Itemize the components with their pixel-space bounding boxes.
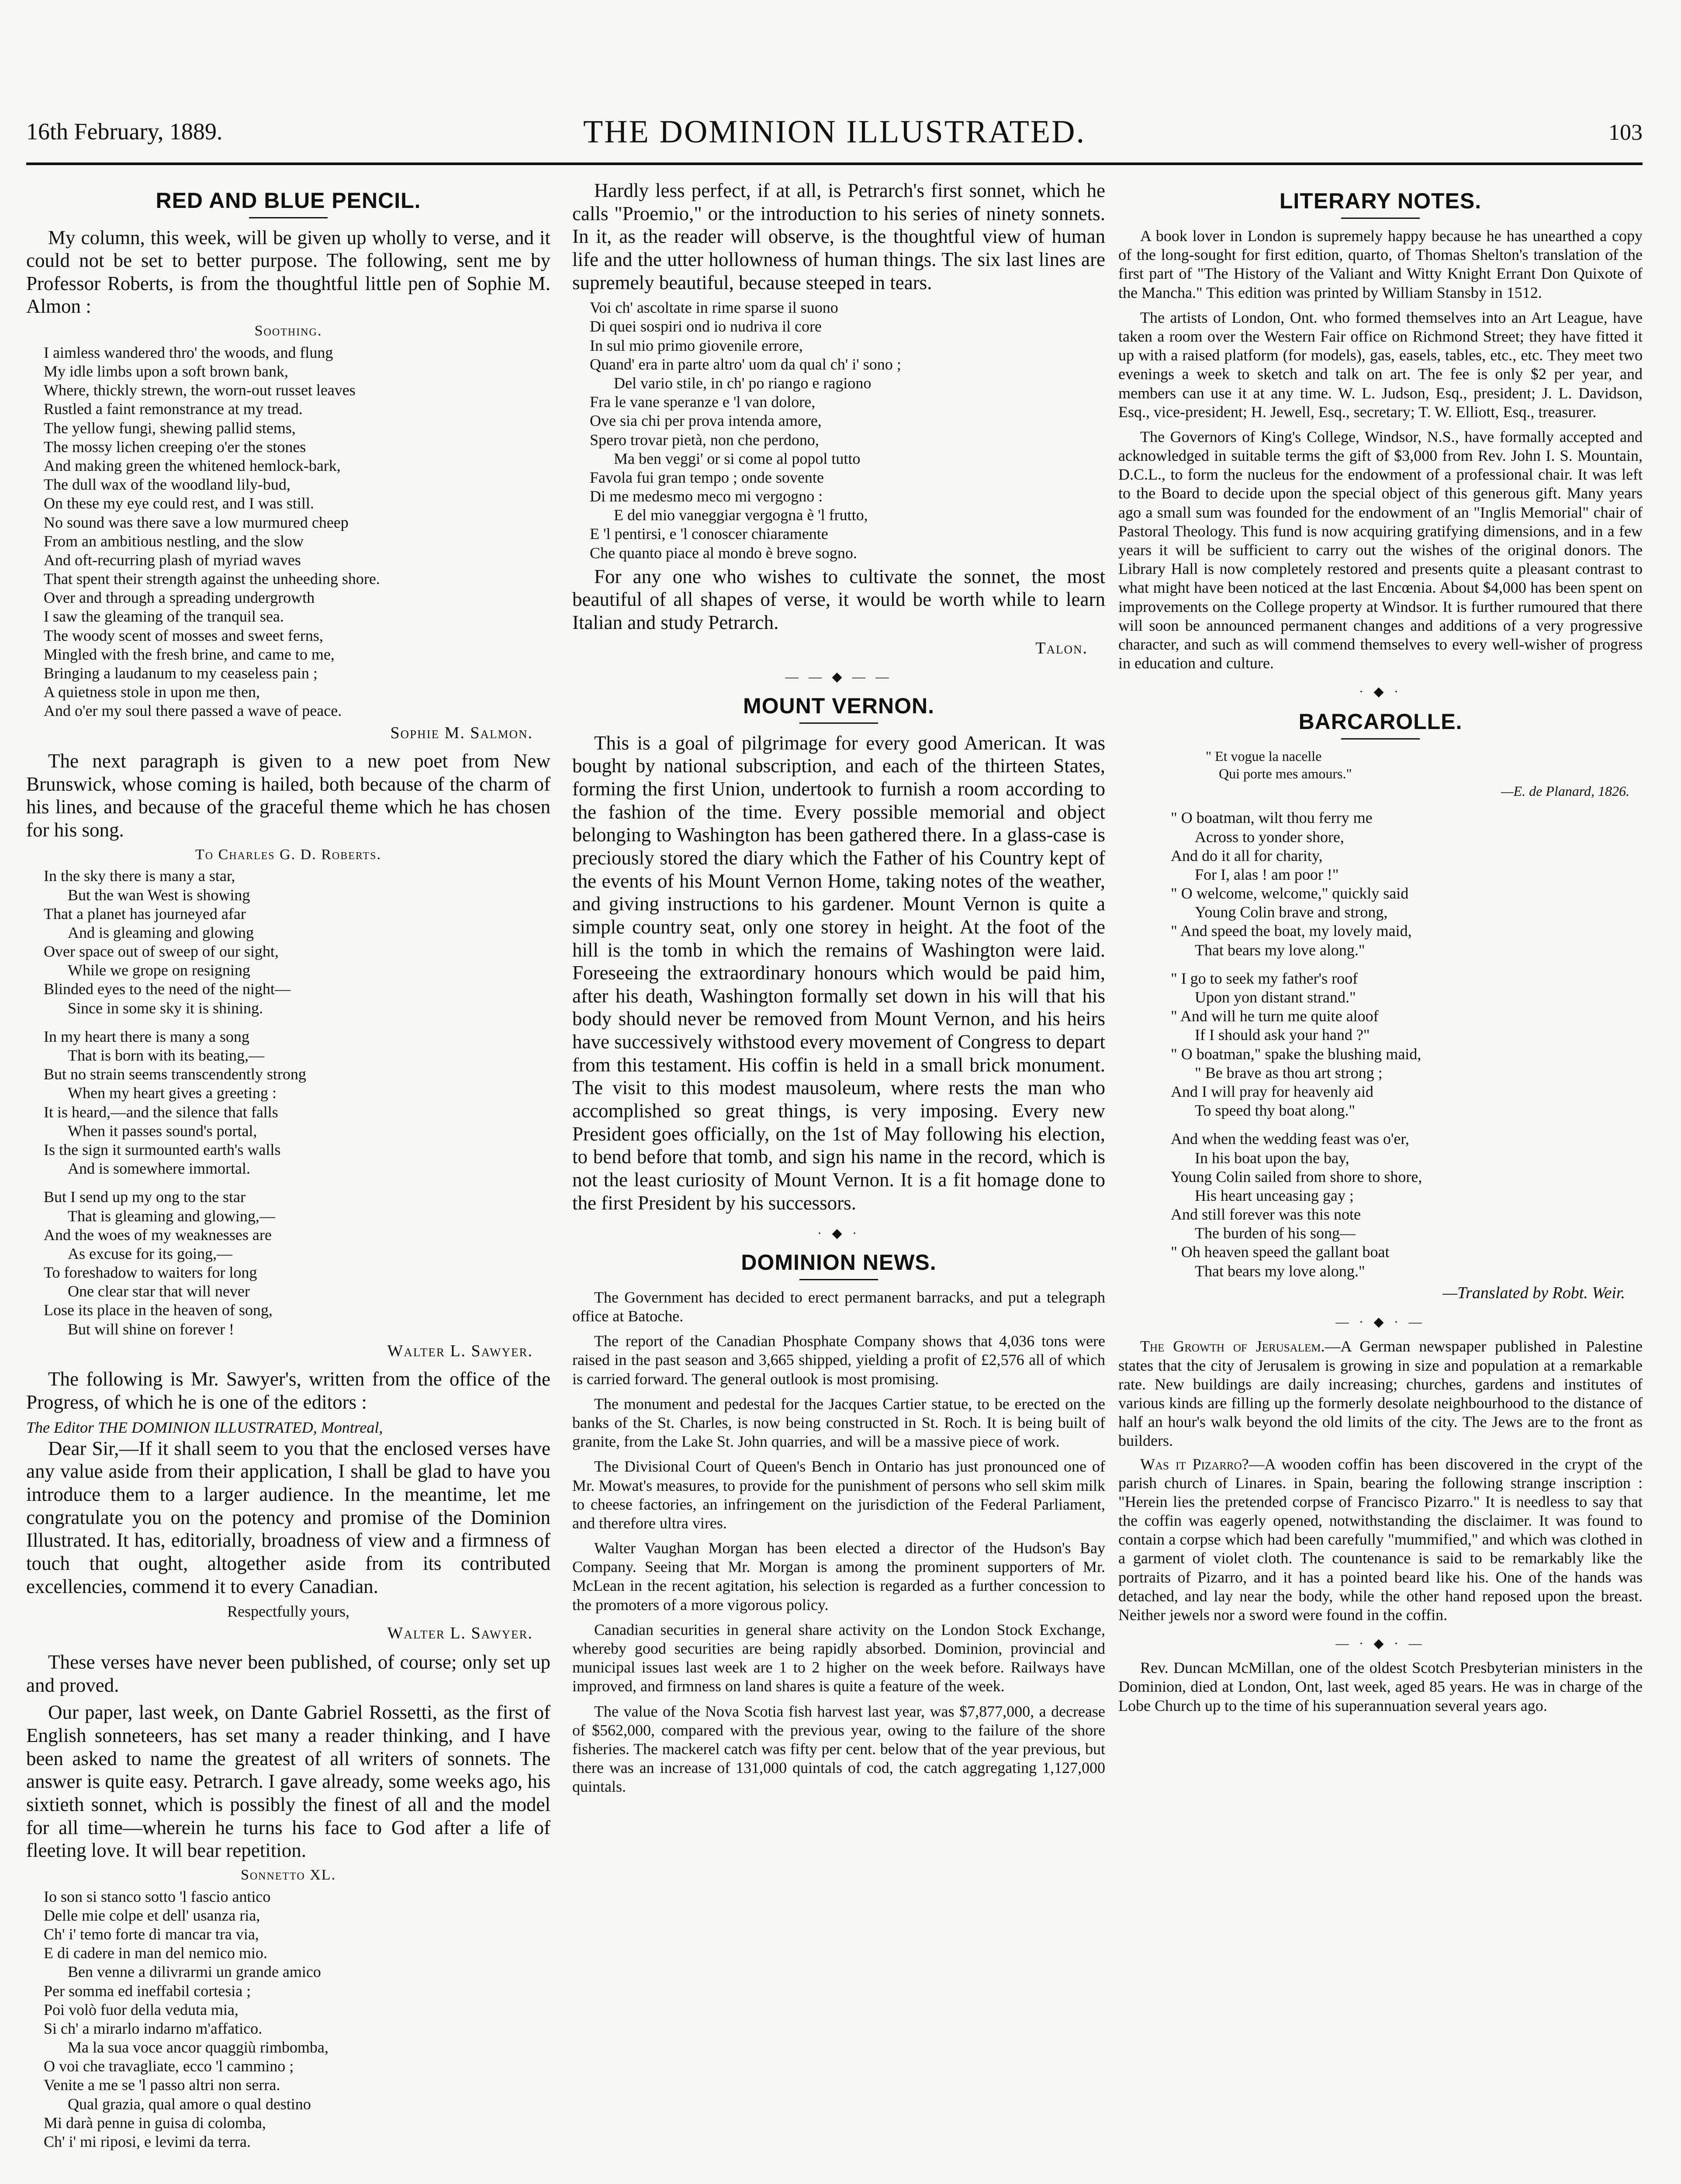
verse-line: My idle limbs upon a soft brown bank, bbox=[44, 363, 288, 380]
verse-line: When it passes sound's portal, bbox=[68, 1122, 257, 1140]
poem-title-soothing: Soothing. bbox=[254, 323, 322, 339]
news-item: A book lover in London is supremely happy because he has unearthed a copy of the long-sought for first edition, quarto, of Thomas Shelton's translation of the first part of "The History of the Valiant and Witty Knight Errant Don Quixote of the Mancha." This edition was printed by William Stansby in 1512. bbox=[1118, 227, 1643, 301]
mount-vernon-body: This is a goal of pilgrimage for every good American. It was bought by national subscription, and each of the thirteen States, forming the first Union, undertook to furnish a room according to the fashion of the time. Every possible memorial and object belonging to Washington has been gathered there. In a glass-case is preciously stored the diary which the Father of his Country kept of the events of his Mount Vernon Home, taking notes of the weather, and giving instructions to his gardener. Mount Vernon is quite a simple country seat, only one storey in height. At the foot of the hill is the tomb in which the remains of Washington were laid. Foreseeing the extraordinary honours which would be paid him, after his death, Washington formally set down in his will that his body should never be removed from Mount Vernon, and his heirs have successively withstood every movement of Congress to depart from this testament. His coffin is held in a small brick monument. The visit to this modest mausoleum, where rests the man who accomplished so great things, is very imposing. Every new President goes officially, on the 1st of May following his election, to bend before that tomb, and sign his name in the record, which is not the least curiosity of Mount Vernon. It is a fit homage done to the first President by his successors. bbox=[572, 732, 1105, 1214]
issue-date: 16th February, 1889. bbox=[26, 118, 223, 145]
verse-line: I saw the gleaming of the tranquil sea. bbox=[44, 608, 284, 625]
verse-line: The dull wax of the woodland lily-bud, bbox=[44, 476, 291, 494]
intro-paragraph: My column, this week, will be given up wholly to verse, and it could not be set to better purpose. The following, sent me by Professor Roberts, is from the thoughtful little pen of Sophie M. Almon : bbox=[26, 226, 550, 318]
verse-line: E del mio vaneggiar vergogna è 'l frutto, bbox=[614, 506, 868, 524]
epigraph-line-1: " Et vogue la nacelle bbox=[1206, 748, 1322, 764]
paragraph-jerusalem bbox=[1118, 1337, 1643, 1450]
verse-line: In sul mio primo giovenile errore, bbox=[590, 336, 803, 354]
verse-line: Is the sign it surmounted earth's walls bbox=[44, 1140, 281, 1158]
verse-line: Quand' era in parte altro' uom da qual ch' i' sono ; bbox=[590, 355, 901, 373]
poem-stanza-2 bbox=[44, 1027, 550, 1178]
verse-line: The yellow fungi, shewing pallid stems, bbox=[44, 419, 296, 437]
verse-line: Upon yon distant strand." bbox=[1195, 988, 1356, 1006]
verse-line: Poi volò fuor della veduta mia, bbox=[44, 2001, 239, 2018]
title-rule bbox=[1341, 738, 1420, 740]
verse-line: And still forever was this note bbox=[1171, 1206, 1361, 1223]
letter-body: Dear Sir,—If it shall seem to you that the enclosed verses have any value aside from their application, I shall be glad to have you introduce them to a larger audience. In the meantime, let me congratulate you on the potency and promise of the Dominion Illustrated. It has, editorially, broadness of view and a firmness of touch that ought, altogether aside from its contributed excellencies, commend it to every Canadian. bbox=[26, 1437, 550, 1597]
verse-line: And oft-recurring plash of myriad waves bbox=[44, 551, 301, 569]
verse-line: In the sky there is many a star, bbox=[44, 867, 235, 885]
verse-line: Rustled a faint remonstrance at my tread. bbox=[44, 400, 303, 418]
paragraph-pizarro bbox=[1118, 1455, 1643, 1625]
verse-line: To speed thy boat along." bbox=[1195, 1102, 1356, 1120]
poem-signature: Sophie M. Salmon. bbox=[390, 723, 533, 742]
verse-line: In his boat upon the bay, bbox=[1195, 1149, 1349, 1167]
epigraph-source: —E. de Planard, 1826. bbox=[1501, 783, 1629, 799]
lead-jerusalem: The Growth of Jerusalem. bbox=[1140, 1337, 1325, 1355]
verse-line: " O boatman," spake the blushing maid, bbox=[1171, 1045, 1422, 1063]
news-item: The Government has decided to erect permanent barracks, and put a telegraph office at Batoche. bbox=[572, 1288, 1105, 1325]
poem-soothing bbox=[44, 343, 550, 721]
verse-line: That is born with its beating,— bbox=[68, 1047, 264, 1064]
sonnet-xl bbox=[44, 1887, 550, 2152]
ornament-divider: · ◆ · bbox=[1359, 684, 1402, 699]
verse-line: Delle mie colpe et dell' usanza ria, bbox=[44, 1906, 260, 1924]
verse-line: Ch' i' temo forte di mancar tra via, bbox=[44, 1925, 259, 1943]
verse-line: Ben venne a dilivrarmi un grande amico bbox=[68, 1963, 321, 1981]
verse-line: E 'l pentirsi, e 'l conoscer chiaramente bbox=[590, 525, 828, 543]
epigraph-line-2: Qui porte mes amours." bbox=[1219, 766, 1352, 782]
verse-line: Bringing a laudanum to my ceaseless pain ; bbox=[44, 664, 318, 682]
verse-line: On these my eye could rest, and I was still. bbox=[44, 494, 314, 512]
verse-line: The mossy lichen creeping o'er the stones bbox=[44, 438, 306, 456]
verse-line: Ch' i' mi riposi, e levimi da terra. bbox=[44, 2133, 251, 2151]
verse-line: Over space out of sweep of our sight, bbox=[44, 943, 279, 961]
masthead-title: THE DOMINION ILLUSTRATED. bbox=[583, 114, 1086, 150]
verse-line: That is gleaming and glowing,— bbox=[68, 1207, 275, 1225]
sonnet-title: Sonnetto XL. bbox=[240, 1866, 336, 1883]
verse-line: Che quanto piace al mondo è breve sogno. bbox=[590, 544, 857, 562]
verse-line: But will shine on forever ! bbox=[68, 1320, 234, 1338]
poem-stanza-3 bbox=[44, 1188, 550, 1339]
verse-line: " Oh heaven speed the gallant boat bbox=[1171, 1243, 1390, 1261]
news-item: The value of the Nova Scotia fish harvest last year, was $7,877,000, a decrease of $562,000, compared with the previous year, owing to the failure of the shore fisheries. The mackerel catch was fifty per cent. below that of the year previous, but there was an increase of 131,000 quintals of cod, the catch aggregating 1,127,000 quintals. bbox=[572, 1702, 1105, 1796]
verse-line: And do it all for charity, bbox=[1171, 847, 1323, 864]
verse-line: No sound was there save a low murmured cheep bbox=[44, 513, 349, 531]
page-header bbox=[26, 114, 1643, 153]
verse-line: The burden of his song— bbox=[1195, 1224, 1356, 1242]
news-item: Walter Vaughan Morgan has been elected a director of the Hudson's Bay Company. Seeing that Mr. Morgan is among the prominent supporters of Mr. McLean in the recent agitation, his selection is regarded as a further concession to the promoters of a more vigorous policy. bbox=[572, 1539, 1105, 1614]
verse-line: A quietness stole in upon me then, bbox=[44, 683, 260, 701]
verse-line: To foreshadow to waiters for long bbox=[44, 1264, 257, 1282]
verse-line: And the woes of my weaknesses are bbox=[44, 1226, 272, 1244]
verse-line: Venite a me se 'l passo altri non serra. bbox=[44, 2076, 280, 2094]
barcarolle-stanza-3 bbox=[1171, 1130, 1643, 1281]
signature-talon: Talon. bbox=[1035, 639, 1088, 657]
section-title-red-blue-pencil: RED AND BLUE PENCIL. bbox=[156, 188, 421, 213]
verse-line: Young Colin sailed from shore to shore, bbox=[1171, 1168, 1422, 1185]
verse-line: And making green the whitened hemlock-bark, bbox=[44, 456, 341, 474]
section-title-literary-notes: LITERARY NOTES. bbox=[1279, 189, 1482, 213]
section-title-mount-vernon: MOUNT VERNON. bbox=[743, 694, 934, 719]
verse-line: " O boatman, wilt thou ferry me bbox=[1171, 809, 1373, 827]
paragraph-cultivate: For any one who wishes to cultivate the sonnet, the most beautiful of all shapes of verse, it would be worth while to learn Italian and study Petrarch. bbox=[572, 565, 1105, 634]
verse-line: Spero trovar pietà, non che perdono, bbox=[590, 431, 819, 449]
verse-line: Where, thickly strewn, the worn-out russet leaves bbox=[44, 381, 356, 399]
news-item: Canadian securities in general share activity on the London Stock Exchange, whereby good securities are being rapidly absorbed. Dominion, provincial and municipal issues last week are 1 to 2 higher on the week before. Railways have improved, and firmness on land shares is quite a feature of the week. bbox=[572, 1621, 1105, 1695]
column-3 bbox=[1118, 179, 1643, 2184]
verse-line: I aimless wandered thro' the woods, and flung bbox=[44, 343, 333, 361]
verse-line: As excuse for its going,— bbox=[68, 1244, 232, 1262]
verse-line: That bears my love along." bbox=[1195, 1262, 1365, 1280]
verse-line: " I go to seek my father's roof bbox=[1171, 969, 1358, 987]
verse-line: Young Colin brave and strong, bbox=[1195, 903, 1388, 921]
literary-notes-list bbox=[1118, 227, 1643, 673]
barcarolle-stanza-1 bbox=[1171, 809, 1643, 960]
verse-line: His heart unceasing gay ; bbox=[1195, 1186, 1354, 1204]
verse-line: That a planet has journeyed afar bbox=[44, 905, 246, 923]
verse-line: Since in some sky it is shining. bbox=[68, 999, 263, 1017]
verse-line: The woody scent of mosses and sweet ferns, bbox=[44, 626, 323, 644]
verse-line: Del vario stile, in ch' po riango e ragiono bbox=[614, 374, 872, 392]
letter-signature: Walter L. Sawyer. bbox=[387, 1624, 533, 1643]
verse-line: Ma la sua voce ancor quaggiù rimbomba, bbox=[68, 2039, 329, 2056]
verse-line: Mingled with the fresh brine, and came to me, bbox=[44, 645, 335, 663]
body-jerusalem: —A German newspaper published in Palestine states that the city of Jerusalem is growing in size and population at a remarkable rate. New buildings are daily increasing; churches, gardens and institutes of various kinds are filling up the formerly desolate neighbourhood to the distance of half an hour's walk beyond the old limits of the city. The Jews are to the front as builders. bbox=[1118, 1337, 1643, 1450]
barcarolle-stanza-2 bbox=[1171, 969, 1643, 1120]
letter-closing: Respectfully yours, bbox=[227, 1603, 349, 1621]
verse-line: But no strain seems transcendently strong bbox=[44, 1065, 306, 1083]
poem-signature-sawyer: Walter L. Sawyer. bbox=[387, 1341, 533, 1360]
news-item: The report of the Canadian Phosphate Company shows that 4,036 tons were raised in the past season and 3,665 shipped, yielding a profit of £2,576 all of which is carried forward. The general outlook is most promising. bbox=[572, 1332, 1105, 1388]
verse-line: When my heart gives a greeting : bbox=[68, 1084, 277, 1102]
verse-line: And is somewhere immortal. bbox=[68, 1160, 250, 1178]
ornament-divider: · ◆ · bbox=[817, 1226, 861, 1241]
verse-line: " And speed the boat, my lovely maid, bbox=[1171, 922, 1412, 940]
section-title-dominion-news: DOMINION NEWS. bbox=[741, 1250, 937, 1275]
ornament-divider: — — ◆ — — bbox=[785, 670, 892, 684]
title-rule bbox=[249, 217, 328, 218]
verse-line: And I will pray for heavenly aid bbox=[1171, 1082, 1373, 1100]
letter-address: The Editor THE DOMINION ILLUSTRATED, Montreal, bbox=[26, 1418, 383, 1436]
verse-line: Voi ch' ascoltate in rime sparse il suono bbox=[590, 299, 838, 317]
letter-block bbox=[26, 1418, 550, 1697]
verse-line: Favola fui gran tempo ; onde sovente bbox=[590, 468, 824, 486]
letter-note: These verses have never been published, of course; only set up and proved. bbox=[26, 1651, 550, 1696]
section-title-barcarolle: BARCAROLLE. bbox=[1298, 709, 1463, 734]
title-rule bbox=[799, 1279, 878, 1280]
verse-line: That spent their strength against the unheeding shore. bbox=[44, 570, 380, 588]
header-rule bbox=[26, 162, 1643, 165]
verse-line: Io son si stanco sotto 'l fascio antico bbox=[44, 1887, 271, 1905]
verse-line: It is heard,—and the silence that falls bbox=[44, 1103, 278, 1121]
verse-line: But the wan West is showing bbox=[68, 886, 250, 904]
verse-line: Ove sia chi per prova intenda amore, bbox=[590, 412, 822, 430]
ornament-divider: — · ◆ · — bbox=[1335, 1315, 1425, 1330]
paragraph-proemio: Hardly less perfect, if at all, is Petrarch's first sonnet, which he calls "Proemio," or the introduction to his series of ninety sonnets. In it, as the reader will observe, is the thoughtful view of human life and the utter hollowness of human things. The six last lines are supremely beautiful, because steeped in tears. bbox=[572, 180, 1105, 294]
verse-line: " O welcome, welcome," quickly said bbox=[1171, 885, 1409, 902]
page-number: 103 bbox=[1608, 120, 1643, 145]
paragraph-progress: The following is Mr. Sawyer's, written from the office of the Progress, of which he is one of the editors : bbox=[26, 1368, 550, 1413]
verse-line: And is gleaming and glowing bbox=[68, 923, 254, 941]
verse-line: For I, alas ! am poor !" bbox=[1195, 865, 1339, 883]
paragraph-new-poet: The next paragraph is given to a new poet from New Brunswick, whose coming is hailed, both because of the charm of his lines, and because of the graceful theme which he has chosen for his song. bbox=[26, 750, 550, 841]
verse-line: From an ambitious nestling, and the slow bbox=[44, 532, 304, 550]
verse-line: Fra le vane speranze e 'l van dolore, bbox=[590, 393, 816, 411]
body-pizarro: —A wooden coffin has been discovered in the crypt of the parish church of Linares. in Spain, bearing the following strange inscription : "Herein lies the pretended corpse of Francisco Pizarro." It is needless to say that the coffin was eagerly opened, notwithstanding the disclaimer. It was found to contain a corpse which had been carefully "mummified," and which was clothed in a garment of violet cloth. The countenance is said to be remarkably like the portraits of Pizarro, and it has a pointed beard like his. One of the hands was detached, and lay near the body, while the other hand reposed upon the breast. Neither jewels nor a sword were found in the coffin. bbox=[1118, 1455, 1643, 1624]
verse-line: O voi che travagliate, ecco 'l cammino ; bbox=[44, 2057, 294, 2075]
verse-line: E di cadere in man del nemico mio. bbox=[44, 1944, 267, 1962]
verse-line: If I should ask your hand ?" bbox=[1195, 1026, 1370, 1044]
verse-line: Across to yonder shore, bbox=[1195, 828, 1344, 846]
column-1 bbox=[26, 179, 550, 2184]
verse-line: Mi darà penne in guisa di colomba, bbox=[44, 2114, 266, 2132]
verse-line: Blinded eyes to the need of the night— bbox=[44, 980, 291, 998]
verse-line: In my heart there is many a song bbox=[44, 1027, 249, 1045]
title-rule bbox=[799, 722, 878, 724]
verse-line: And when the wedding feast was o'er, bbox=[1171, 1130, 1409, 1148]
poem-stanza-1 bbox=[44, 867, 550, 1018]
verse-line: Qual grazia, qual amore o qual destino bbox=[68, 2095, 311, 2113]
lead-pizarro: Was it Pizarro? bbox=[1140, 1455, 1249, 1473]
news-item: The monument and pedestal for the Jacques Cartier statue, to be erected on the banks of the St. Charles, is now being constructed in St. Roch. It is being built of granite, from the Lake St. John quarries, and will be a massive piece of work. bbox=[572, 1395, 1105, 1451]
verse-line: Per somma ed ineffabil cortesia ; bbox=[44, 1982, 251, 2000]
verse-line: But I send up my ong to the star bbox=[44, 1188, 246, 1206]
column-2 bbox=[572, 179, 1105, 2184]
verse-line: And o'er my soul there passed a wave of peace. bbox=[44, 702, 342, 720]
verse-line: Over and through a spreading undergrowth bbox=[44, 589, 315, 607]
verse-line: Ma ben veggi' or si come al popol tutto bbox=[614, 449, 861, 467]
verse-line: One clear star that will never bbox=[68, 1282, 250, 1300]
verse-line: Di quei sospiri ond io nudriva il core bbox=[590, 318, 822, 335]
verse-line: " And will he turn me quite aloof bbox=[1171, 1007, 1379, 1025]
ornament-divider: — · ◆ · — bbox=[1335, 1636, 1425, 1651]
news-item: The Divisional Court of Queen's Bench in Ontario has just pronounced one of Mr. Mowat's measures, to provide for the punishment of persons who sell skim milk to cheese factories, an infringement on the jurisdiction of the Federal Parliament, and therefore ultra vires. bbox=[572, 1458, 1105, 1532]
verse-line: " Be brave as thou art strong ; bbox=[1195, 1064, 1383, 1082]
sonnet-proemio bbox=[590, 298, 1105, 563]
verse-line: Di me medesmo meco mi vergogno : bbox=[590, 487, 823, 505]
barcarolle-translator: —Translated by Robt. Weir. bbox=[1442, 1283, 1625, 1302]
news-item: The artists of London, Ont. who formed themselves into an Art League, have taken a room over the Western Fair office on Richmond Street; they have fitted it up with a raised platform (for models), gas, easels, tables, etc., etc. They meet two evenings a week to sketch and talk on art. The fee is only $2 per year, and members can use it at any time. W. L. Judson, Esq., president; J. L. Davidson, Esq., vice-president; H. Jewell, Esq., secretary; T. W. Elliott, Esq., treasurer. bbox=[1118, 308, 1643, 421]
poem-title-roberts: To Charles G. D. Roberts. bbox=[195, 846, 381, 863]
verse-line: While we grope on resigning bbox=[68, 961, 250, 979]
paragraph-mcmillan: Rev. Duncan McMillan, one of the oldest Scotch Presbyterian ministers in the Dominion, died at London, Ont, last week, aged 85 years. He was in charge of the Lobe Church up to the time of his superannuation several years ago. bbox=[1118, 1659, 1643, 1714]
dominion-news-list bbox=[572, 1288, 1105, 1797]
verse-line: Si ch' a mirarlo indarno m'affatico. bbox=[44, 2019, 263, 2037]
verse-line: Lose its place in the heaven of song, bbox=[44, 1301, 273, 1319]
news-item: The Governors of King's College, Windsor, N.S., have formally accepted and acknowledged in suitable terms the gift of $3,000 from Rev. John I. S. Mountain, D.C.L., to form the nucleus for the endowment of a professional chair. It was left to the Board to decide upon the special object of this generous gift. Many years ago a small sum was founded for the endowment of an "Inglis Memorial" chair of Pastoral Theology. This fund is now acquiring gratifying dimensions, and in a few years it will be sufficient to carry out the wishes of the original donors. The Library Hall is now completely restored and presents quite a pleasant contrast to what might have been noticed at the last Encœnia. About $4,000 has been spent on improvements on the College property at Windsor. It is further rumoured that there will soon be announced permanent changes and additions of a very progressive character, and such as will commend themselves to every well-wisher of progress in education and culture. bbox=[1118, 428, 1643, 672]
paragraph-sonneteers: Our paper, last week, on Dante Gabriel Rossetti, as the first of English sonneteers, has set many a reader thinking, and I have been asked to name the greatest of all writers of sonnets. The answer is quite easy. Petrarch. I gave already, some weeks ago, his sixtieth sonnet, which is possibly the finest of all and the model for all time—wherein he turns his face to God after a life of fleeting love. It will bear repetition. bbox=[26, 1701, 550, 1862]
verse-line: That bears my love along." bbox=[1195, 941, 1365, 959]
epigraph bbox=[1206, 747, 1643, 800]
title-rule bbox=[1341, 218, 1420, 219]
